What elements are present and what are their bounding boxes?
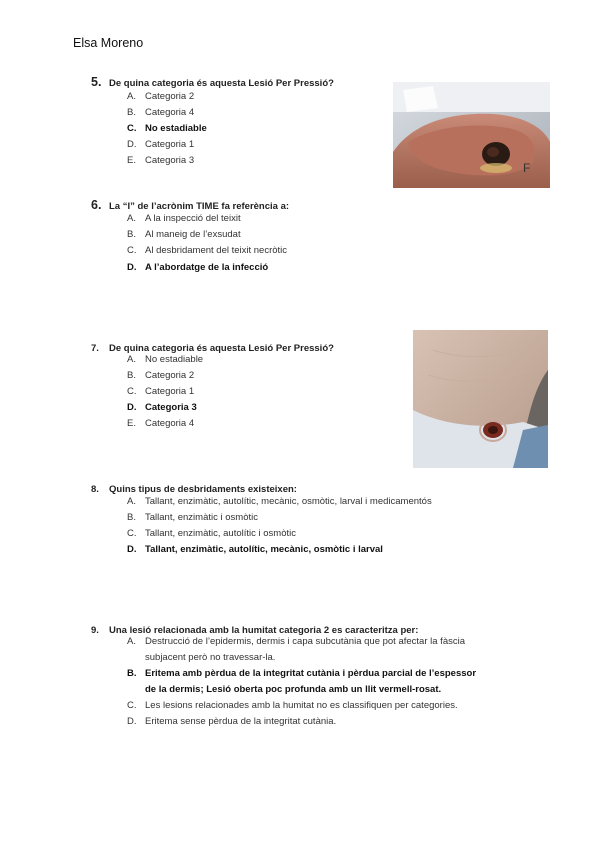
option-letter: A. — [127, 213, 136, 224]
option-text: Tallant, enzimàtic, autolític, mecànic, osmòtic i larval — [145, 544, 383, 555]
svg-text:F: F — [523, 161, 531, 175]
option-text: Eritema sense pèrdua de la integritat cutània. — [145, 716, 337, 727]
wound-photo-q5 — [393, 82, 550, 188]
question-text: La “I” de l’acrònim TIME fa referència a: — [109, 201, 290, 212]
option-letter: A. — [127, 496, 136, 507]
option-letter: C. — [127, 700, 137, 711]
question-number: 6. — [91, 198, 102, 212]
option-text: subjacent però no travessar-la. — [145, 652, 276, 663]
option-text: Les lesions relacionades amb la humitat no es classifiquen per categories. — [145, 700, 458, 711]
option-text: Al maneig de l’exsudat — [145, 229, 241, 240]
option-9a-line2 — [145, 652, 275, 663]
option-letter: A. — [127, 354, 136, 365]
question-number: 7. — [91, 343, 99, 354]
option-text: de la dermis; Lesió oberta poc profunda amb un llit vermell-rosat. — [145, 684, 442, 695]
option-letter: B. — [127, 370, 136, 381]
option-letter: B. — [127, 512, 136, 523]
option-text: A la inspecció del teixit — [145, 213, 241, 224]
option-letter: D. — [127, 262, 137, 273]
student-name: Elsa Moreno — [73, 36, 144, 50]
option-letter: C. — [127, 123, 137, 134]
question-text: De quina categoria és aquesta Lesió Per Pressió? — [109, 78, 334, 89]
question-text: De quina categoria és aquesta Lesió Per Pressió? — [109, 343, 334, 354]
option-letter: D. — [127, 716, 137, 727]
option-text: Eritema amb pèrdua de la integritat cutània i pèrdua parcial de l’espessor — [145, 668, 477, 679]
option-letter: C. — [127, 245, 137, 256]
question-6 — [91, 196, 289, 214]
option-letter: D. — [127, 139, 137, 150]
option-letter: D. — [127, 402, 137, 413]
option-letter: B. — [127, 229, 136, 240]
option-text: Categoria 4 — [145, 107, 195, 118]
question-5 — [91, 73, 334, 91]
option-text: Categoria 1 — [145, 386, 195, 397]
option-letter: E. — [127, 418, 136, 429]
option-letter: B. — [127, 107, 136, 118]
option-letter: D. — [127, 544, 137, 555]
option-text: Destrucció de l’epidermis, dermis i capa subcutània que pot afectar la fàscia — [145, 636, 465, 647]
option-text: Categoria 3 — [145, 402, 197, 413]
option-9b-line2 — [145, 684, 441, 695]
option-letter: B. — [127, 668, 137, 679]
question-text: Una lesió relacionada amb la humitat categoria 2 es caracteritza per: — [109, 625, 419, 636]
option-text: Categoria 2 — [145, 91, 195, 102]
question-number: 5. — [91, 75, 102, 89]
option-letter: C. — [127, 386, 137, 397]
option-text: Tallant, enzimàtic i osmòtic — [145, 512, 258, 523]
option-letter: E. — [127, 155, 136, 166]
option-letter: A. — [127, 91, 136, 102]
option-text: Categoria 2 — [145, 370, 195, 381]
option-text: Al desbridament del teixit necròtic — [145, 245, 288, 256]
option-text: Tallant, enzimàtic, autolític i osmòtic — [145, 528, 297, 539]
option-text: No estadiable — [145, 123, 207, 134]
question-number: 8. — [91, 484, 99, 495]
option-text: A l’abordatge de la infecció — [145, 262, 269, 273]
option-letter: A. — [127, 636, 136, 647]
question-number: 9. — [91, 625, 99, 636]
question-8 — [91, 479, 297, 497]
option-text: No estadiable — [145, 354, 204, 365]
option-text: Tallant, enzimàtic, autolític, mecànic, osmòtic, larval i medicamentós — [145, 496, 432, 507]
wound-photo-q7 — [413, 330, 548, 468]
option-text: Categoria 1 — [145, 139, 195, 150]
option-text: Categoria 4 — [145, 418, 195, 429]
question-text: Quins tipus de desbridaments existeixen: — [109, 484, 297, 495]
option-letter: C. — [127, 528, 137, 539]
option-text: Categoria 3 — [145, 155, 195, 166]
